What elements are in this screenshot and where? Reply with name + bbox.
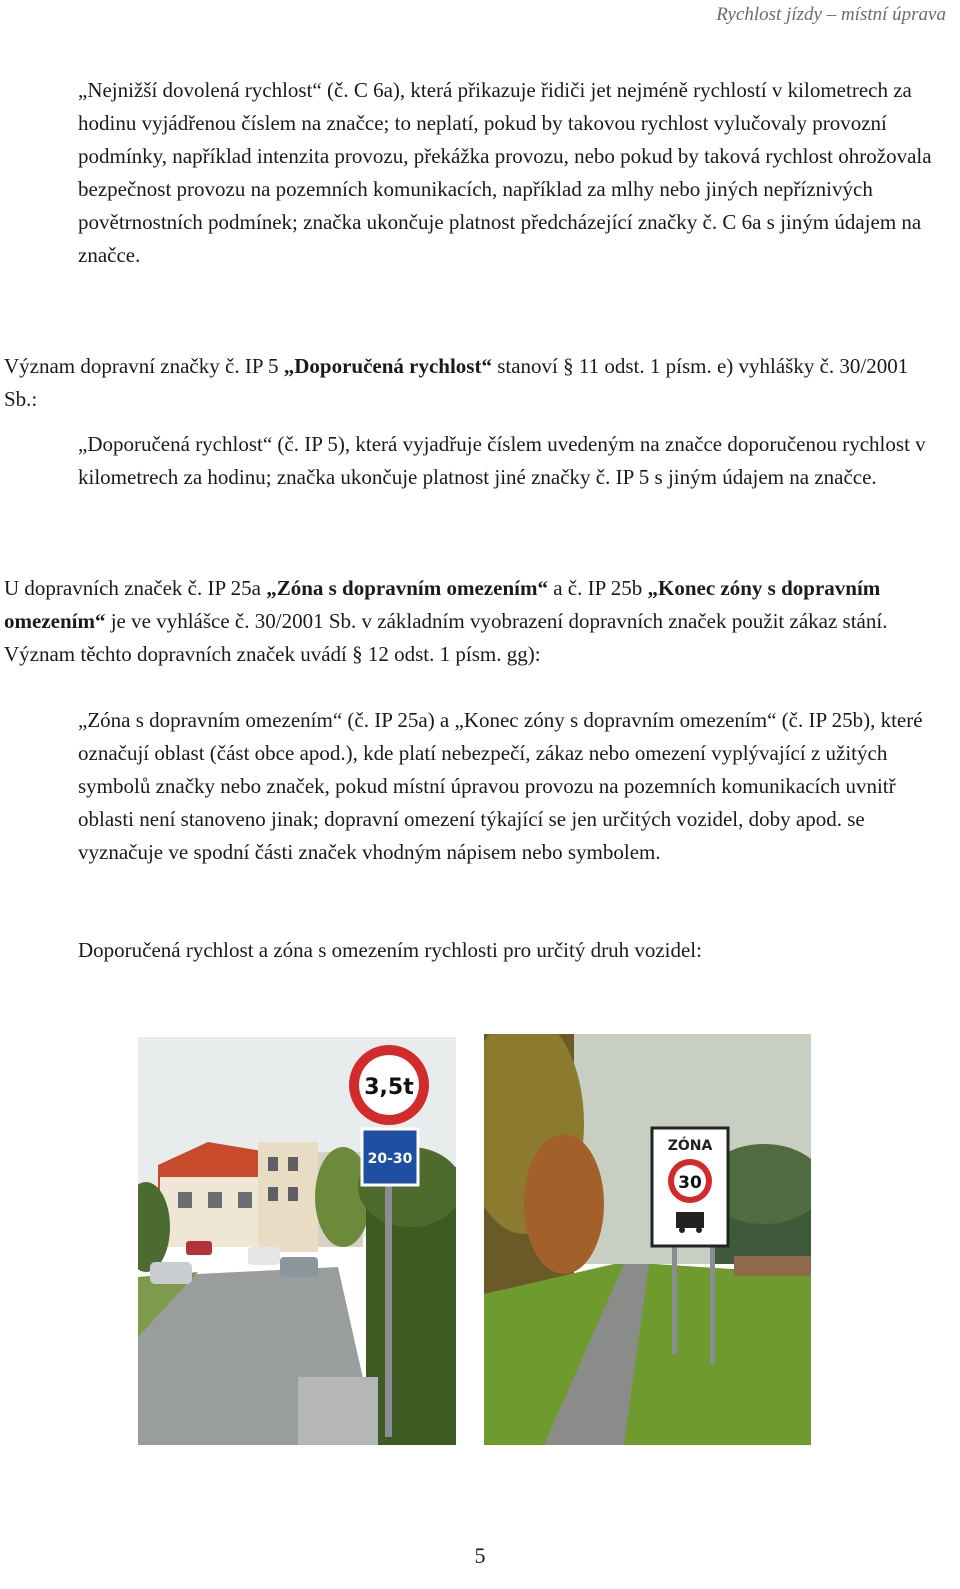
sign-zone-label: ZÓNA (667, 1138, 713, 1154)
paragraph-min-speed-quote: „Nejnižší dovolená rychlost“ (č. C 6a), která přikazuje řidiči jet nejméně rychlostí v kilometrech za hodinu vyjádřenou číslem na značce; to neplatí, pokud by takovou rychlost vylučovaly provozní podmínky, například intenzita provozu, překážka provozu, nebo pokud by taková rychlost ohrožovala bezpečnost provozu na pozemních komunikacích, například za mlhy nebo jiných nepříznivých povětrnostních podmínek; značka ukončuje platnost předcházející značky č. C 6a s jiným údajem na značce. (78, 78, 932, 267)
bold-term-konec-zony: „Konec zóny s dopravním omezením“ (4, 576, 881, 633)
photo-street-signs (138, 1037, 456, 1445)
paragraph-ip5-quote: „Doporučená rychlost“ (č. IP 5), která vyjadřuje číslem uvedeným na značce doporučenou rychlost v kilometrech za hodinu; značka ukončuje platnost jiné značky č. IP 5 s jiným údajem na značce. (78, 432, 926, 489)
photo-zone-sign (484, 1034, 811, 1445)
sign-recommended-speed: 20-30 (367, 1151, 413, 1167)
bold-term-doporucena: „Doporučená rychlost“ (283, 354, 492, 378)
bold-term-zona: „Zóna s dopravním omezením“ (266, 576, 548, 600)
paragraph-zone-intro: U dopravních značek č. IP 25a „Zóna s dopravním omezením“ a č. IP 25b „Konec zóny s dopravním omezením“ je ve vyhlášce č. 30/2001 Sb. v základním vyobrazení dopravních značek použit zákaz stání. Význam těchto dopravních značek uvádí § 12 odst. 1 písm. gg): (4, 576, 888, 666)
paragraph-photo-caption: Doporučená rychlost a zóna s omezením rychlosti pro určitý druh vozidel: (78, 938, 702, 962)
sign-weight-limit: 3,5t (364, 1075, 414, 1100)
page-number: 5 (474, 1543, 486, 1568)
paragraph-ip5-intro: Význam dopravní značky č. IP 5 „Doporučená rychlost“ stanoví § 11 odst. 1 písm. e) vyhlášky č. 30/2001 Sb.: (4, 354, 909, 411)
sign-zone-speed: 30 (678, 1173, 702, 1193)
paragraph-zone-quote: „Zóna s dopravním omezením“ (č. IP 25a) a „Konec zóny s dopravním omezením“ (č. IP 25b), které označují oblast (část obce apod.), kde platí nebezpečí, zákaz nebo omezení vyplývající z užitých symbolů značky nebo značek, pokud místní úpravou provozu na pozemních komunikacích uvnitř oblasti není stanoveno jinak; dopravní omezení týkající se jen určitých vozidel, doby apod. se vyznačuje ve spodní části značek vhodným nápisem nebo symbolem. (78, 708, 923, 864)
running-header: Rychlost jízdy – místní úprava (716, 4, 946, 25)
